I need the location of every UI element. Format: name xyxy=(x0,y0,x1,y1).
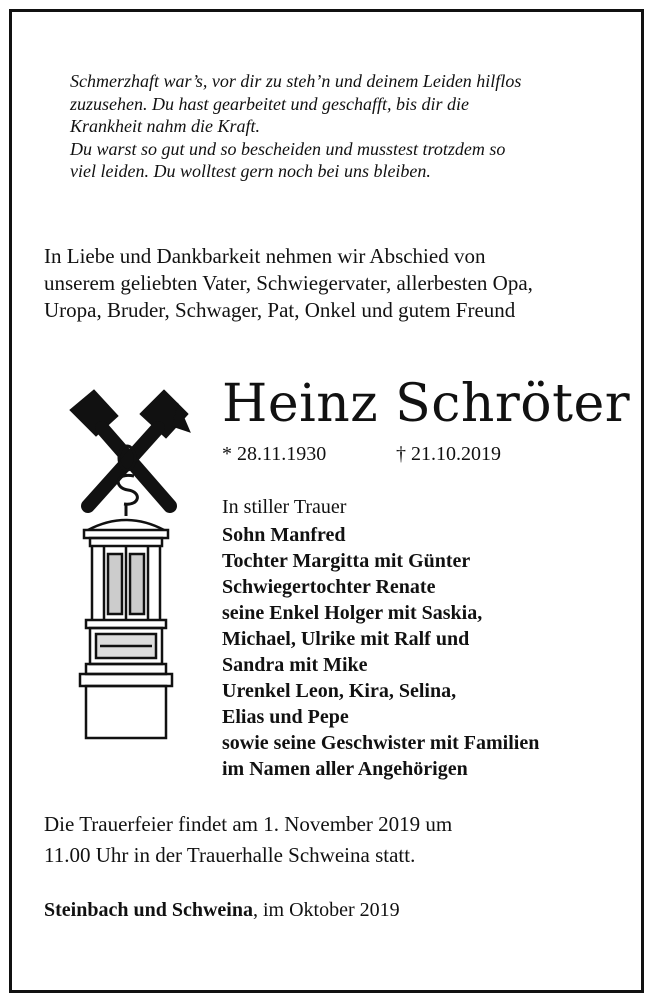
mourner-line: Elias und Pepe xyxy=(222,706,349,728)
service-line: Die Trauerfeier findet am 1. November 2019 um xyxy=(44,812,453,836)
miners-hammer-and-lamp-icon xyxy=(66,388,196,740)
location: Steinbach und Schweina xyxy=(44,899,253,921)
mourner-line: Urenkel Leon, Kira, Selina, xyxy=(222,680,457,702)
life-dates xyxy=(222,442,501,466)
poem xyxy=(70,70,610,183)
death-date: † 21.10.2019 xyxy=(396,443,501,465)
mourners-intro: In stiller Trauer xyxy=(222,496,347,518)
poem-line: Schmerzhaft war’s, vor dir zu steh’n und deinem Leiden hilflos xyxy=(70,71,522,91)
farewell-intro xyxy=(44,243,624,324)
mourner-line: Sandra mit Mike xyxy=(222,654,368,676)
mourner-line: Schwiegertochter Renate xyxy=(222,576,436,598)
poem-line: zuzusehen. Du hast gearbeitet und geschafft, bis dir die xyxy=(70,93,469,114)
mourner-line: Sohn Manfred xyxy=(222,524,346,546)
deceased-name: Heinz Schröter xyxy=(222,374,631,434)
mourners-list xyxy=(222,522,539,782)
funeral-service-info xyxy=(44,809,452,871)
poem-line: viel leiden. Du wolltest gern noch bei uns bleiben. xyxy=(70,161,431,181)
mourner-line: sowie seine Geschwister mit Familien xyxy=(222,732,540,754)
intro-line: In Liebe und Dankbarkeit nehmen wir Abschied von xyxy=(44,244,486,268)
place-and-date xyxy=(44,898,400,923)
birth-date: * 28.11.1930 xyxy=(222,443,327,465)
poem-line: Du warst so gut und so bescheiden und musstest trotzdem so xyxy=(70,138,506,159)
poem-line: Krankheit nahm die Kraft. xyxy=(70,116,260,136)
intro-line: unserem geliebten Vater, Schwiegervater, allerbesten Opa, xyxy=(44,271,533,295)
mourner-line: Michael, Ulrike mit Ralf und xyxy=(222,628,470,650)
mourner-line: Tochter Margitta mit Günter xyxy=(222,550,471,572)
mourner-line: seine Enkel Holger mit Saskia, xyxy=(222,602,483,624)
intro-line: Uropa, Bruder, Schwager, Pat, Onkel und gutem Freund xyxy=(44,298,516,322)
notice-date: , im Oktober 2019 xyxy=(252,899,400,921)
mourner-line: im Namen aller Angehörigen xyxy=(222,758,468,780)
service-line: 11.00 Uhr in der Trauerhalle Schweina statt. xyxy=(44,843,416,867)
